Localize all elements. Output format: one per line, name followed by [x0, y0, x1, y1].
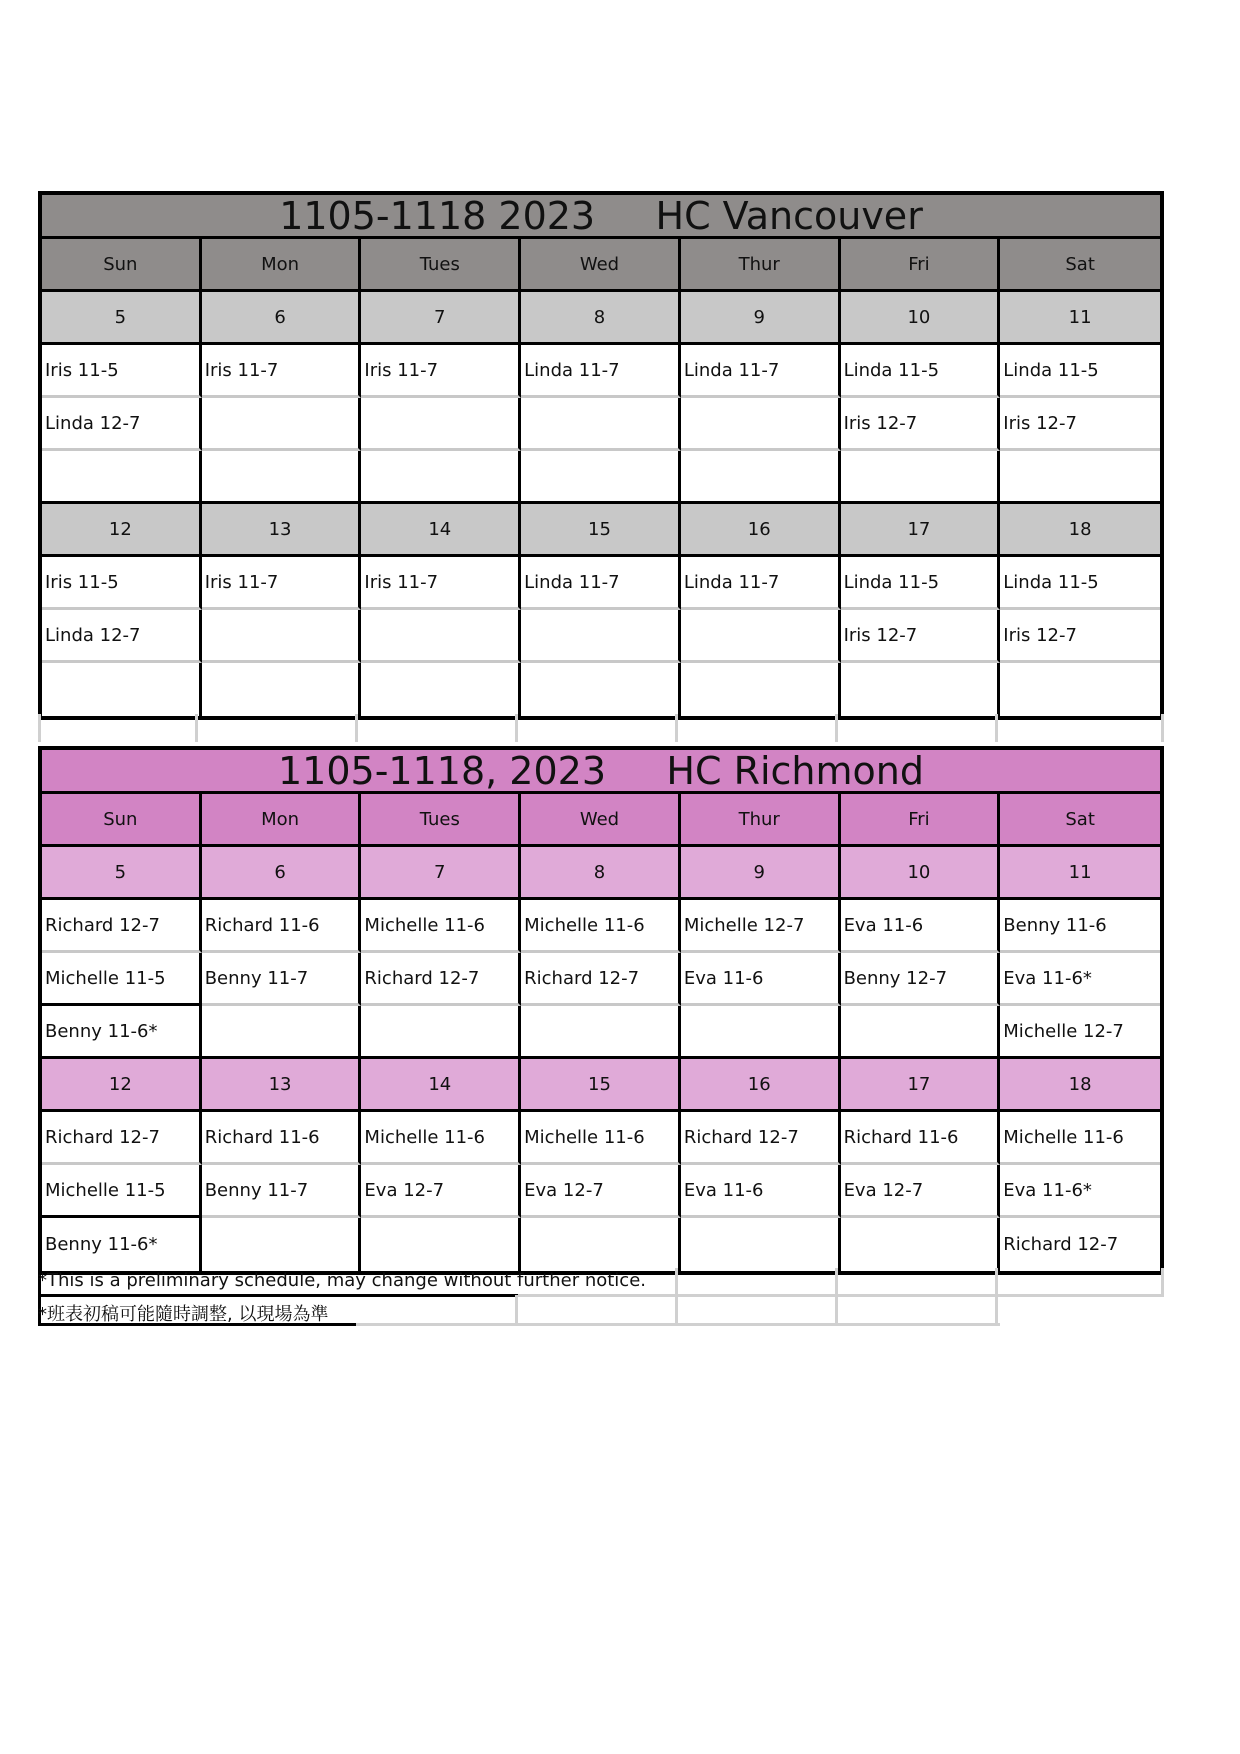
date-cell: 14 [361, 504, 521, 557]
date-cell: 7 [361, 292, 521, 345]
shift-cell: Iris 12-7 [841, 398, 1001, 451]
shift-cell: Benny 11-7 [202, 953, 362, 1006]
date-cell: 13 [202, 1059, 362, 1112]
shift-cell: Eva 11-6 [841, 900, 1001, 953]
shift-cell [202, 398, 362, 451]
shift-cell: Richard 11-6 [202, 900, 362, 953]
shift-cell: Iris 11-7 [202, 345, 362, 398]
date-cell: 5 [42, 292, 202, 345]
vancouver-schedule-table [38, 191, 1164, 720]
preliminary-note-chinese: *班表初稿可能隨時調整, 以現場為準 [38, 1304, 329, 1325]
vancouver-title: 1105-1118 2023 HC Vancouver [42, 195, 1160, 239]
day-header: Sun [42, 794, 202, 847]
shift-cell: Benny 11-6* [42, 1218, 202, 1271]
shift-cell: Linda 12-7 [42, 398, 202, 451]
shift-cell: Eva 11-6 [681, 953, 841, 1006]
shift-cell [681, 1218, 841, 1271]
shift-cell [202, 451, 362, 504]
note-divider [38, 1294, 518, 1297]
date-cell: 9 [681, 292, 841, 345]
date-cell: 9 [681, 847, 841, 900]
shift-cell [841, 1218, 1001, 1271]
shift-cell: Michelle 11-6 [1000, 1112, 1160, 1165]
day-header: Sat [1000, 239, 1160, 292]
shift-cell: Michelle 11-6 [361, 900, 521, 953]
shift-cell: Richard 12-7 [681, 1112, 841, 1165]
shift-cell: Michelle 11-6 [361, 1112, 521, 1165]
shift-cell [681, 663, 841, 716]
date-cell: 5 [42, 847, 202, 900]
note-gridline [1161, 1268, 1164, 1296]
shift-cell [681, 1006, 841, 1059]
shift-cell: Eva 12-7 [521, 1165, 681, 1218]
date-cell: 7 [361, 847, 521, 900]
shift-cell [681, 451, 841, 504]
shift-cell [361, 1006, 521, 1059]
date-cell: 14 [361, 1059, 521, 1112]
shift-cell: Richard 11-6 [841, 1112, 1001, 1165]
shift-cell [202, 663, 362, 716]
day-header: Tues [361, 794, 521, 847]
shift-cell [42, 663, 202, 716]
day-header: Sat [1000, 794, 1160, 847]
day-header: Wed [521, 239, 681, 292]
note-gridline [356, 1323, 1000, 1326]
shift-cell [361, 1218, 521, 1271]
day-header: Thur [681, 239, 841, 292]
shift-cell: Richard 12-7 [42, 1112, 202, 1165]
day-header: Thur [681, 794, 841, 847]
spreadsheet-gap-gridlines [38, 714, 1164, 742]
date-cell: 8 [521, 292, 681, 345]
day-header: Tues [361, 239, 521, 292]
day-header: Sun [42, 239, 202, 292]
shift-cell [841, 451, 1001, 504]
shift-cell: Iris 11-7 [202, 557, 362, 610]
shift-cell: Iris 12-7 [1000, 610, 1160, 663]
date-cell: 8 [521, 847, 681, 900]
shift-cell: Richard 12-7 [361, 953, 521, 1006]
shift-cell: Linda 11-7 [681, 345, 841, 398]
note-gridline [518, 1294, 1164, 1297]
shift-cell [361, 451, 521, 504]
shift-cell: Iris 11-7 [361, 345, 521, 398]
shift-cell: Linda 11-7 [681, 557, 841, 610]
shift-cell: Iris 12-7 [841, 610, 1001, 663]
shift-cell: Michelle 11-5 [42, 1165, 202, 1218]
shift-cell: Michelle 11-5 [42, 953, 202, 1006]
shift-cell [521, 1006, 681, 1059]
day-header: Wed [521, 794, 681, 847]
shift-cell [521, 451, 681, 504]
shift-cell [521, 1218, 681, 1271]
shift-cell: Benny 12-7 [841, 953, 1001, 1006]
shift-cell: Benny 11-7 [202, 1165, 362, 1218]
shift-cell: Michelle 11-6 [521, 1112, 681, 1165]
shift-cell [1000, 451, 1160, 504]
shift-cell: Linda 11-5 [841, 345, 1001, 398]
day-header: Fri [841, 239, 1001, 292]
note-gridline [675, 1268, 678, 1325]
shift-cell: Iris 11-7 [361, 557, 521, 610]
shift-cell [681, 398, 841, 451]
date-cell: 6 [202, 847, 362, 900]
day-header: Fri [841, 794, 1001, 847]
shift-cell [361, 663, 521, 716]
shift-cell [202, 610, 362, 663]
richmond-schedule-table [38, 746, 1164, 1275]
shift-cell: Richard 11-6 [202, 1112, 362, 1165]
shift-cell [521, 610, 681, 663]
shift-cell: Benny 11-6 [1000, 900, 1160, 953]
shift-cell: Richard 12-7 [1003, 1234, 1119, 1255]
shift-cell [42, 451, 202, 504]
shift-cell: Iris 11-5 [42, 557, 202, 610]
shift-cell: Iris 12-7 [1000, 398, 1160, 451]
date-cell: 13 [202, 504, 362, 557]
shift-cell: Linda 11-5 [1000, 557, 1160, 610]
shift-cell: Linda 11-5 [1000, 345, 1160, 398]
shift-cell [202, 1006, 362, 1059]
date-cell: 18 [1000, 504, 1160, 557]
shift-cell: Benny 11-6* [42, 1006, 202, 1059]
vancouver-grid [42, 239, 1160, 716]
date-cell: 12 [42, 504, 202, 557]
date-cell: 11 [1000, 847, 1160, 900]
shift-cell: Richard 12-7 [42, 900, 202, 953]
preliminary-note-english: *This is a preliminary schedule, may change without further notice. [38, 1270, 646, 1291]
note-gridline [995, 1268, 998, 1325]
note-gridline [835, 1268, 838, 1325]
day-header: Mon [202, 239, 362, 292]
day-header: Mon [202, 794, 362, 847]
shift-cell [521, 663, 681, 716]
date-cell: 17 [841, 1059, 1001, 1112]
date-cell: 17 [841, 504, 1001, 557]
richmond-grid [42, 794, 1160, 1271]
shift-cell [841, 663, 1001, 716]
date-cell: 16 [681, 1059, 841, 1112]
shift-cell: Richard 12-7 [521, 953, 681, 1006]
date-cell: 10 [841, 847, 1001, 900]
shift-cell [1000, 663, 1160, 716]
shift-cell [521, 398, 681, 451]
date-cell: 18 [1000, 1059, 1160, 1112]
shift-cell [361, 610, 521, 663]
date-cell: 15 [521, 1059, 681, 1112]
shift-cell: Linda 12-7 [42, 610, 202, 663]
shift-cell [361, 398, 521, 451]
shift-cell: Linda 11-5 [841, 557, 1001, 610]
note-gridline [515, 1295, 518, 1325]
shift-cell: Eva 12-7 [841, 1165, 1001, 1218]
shift-cell: Linda 11-7 [521, 345, 681, 398]
shift-cell: Iris 11-5 [42, 345, 202, 398]
shift-cell [202, 1218, 362, 1271]
shift-cell: Eva 11-6 [681, 1165, 841, 1218]
shift-cell [681, 610, 841, 663]
shift-cell: Michelle 12-7 [681, 900, 841, 953]
shift-cell: Michelle 12-7 [1000, 1006, 1160, 1059]
shift-cell: Linda 11-7 [521, 557, 681, 610]
date-cell: 6 [202, 292, 362, 345]
date-cell: 16 [681, 504, 841, 557]
date-cell: 10 [841, 292, 1001, 345]
date-cell: 12 [42, 1059, 202, 1112]
shift-cell: Eva 11-6* [1000, 1165, 1160, 1218]
shift-cell [841, 1006, 1001, 1059]
shift-cell: Eva 11-6* [1000, 953, 1160, 1006]
date-cell: 15 [521, 504, 681, 557]
richmond-title: 1105-1118, 2023 HC Richmond [42, 750, 1160, 794]
date-cell: 11 [1000, 292, 1160, 345]
shift-cell: Eva 12-7 [361, 1165, 521, 1218]
shift-cell: Michelle 11-6 [521, 900, 681, 953]
